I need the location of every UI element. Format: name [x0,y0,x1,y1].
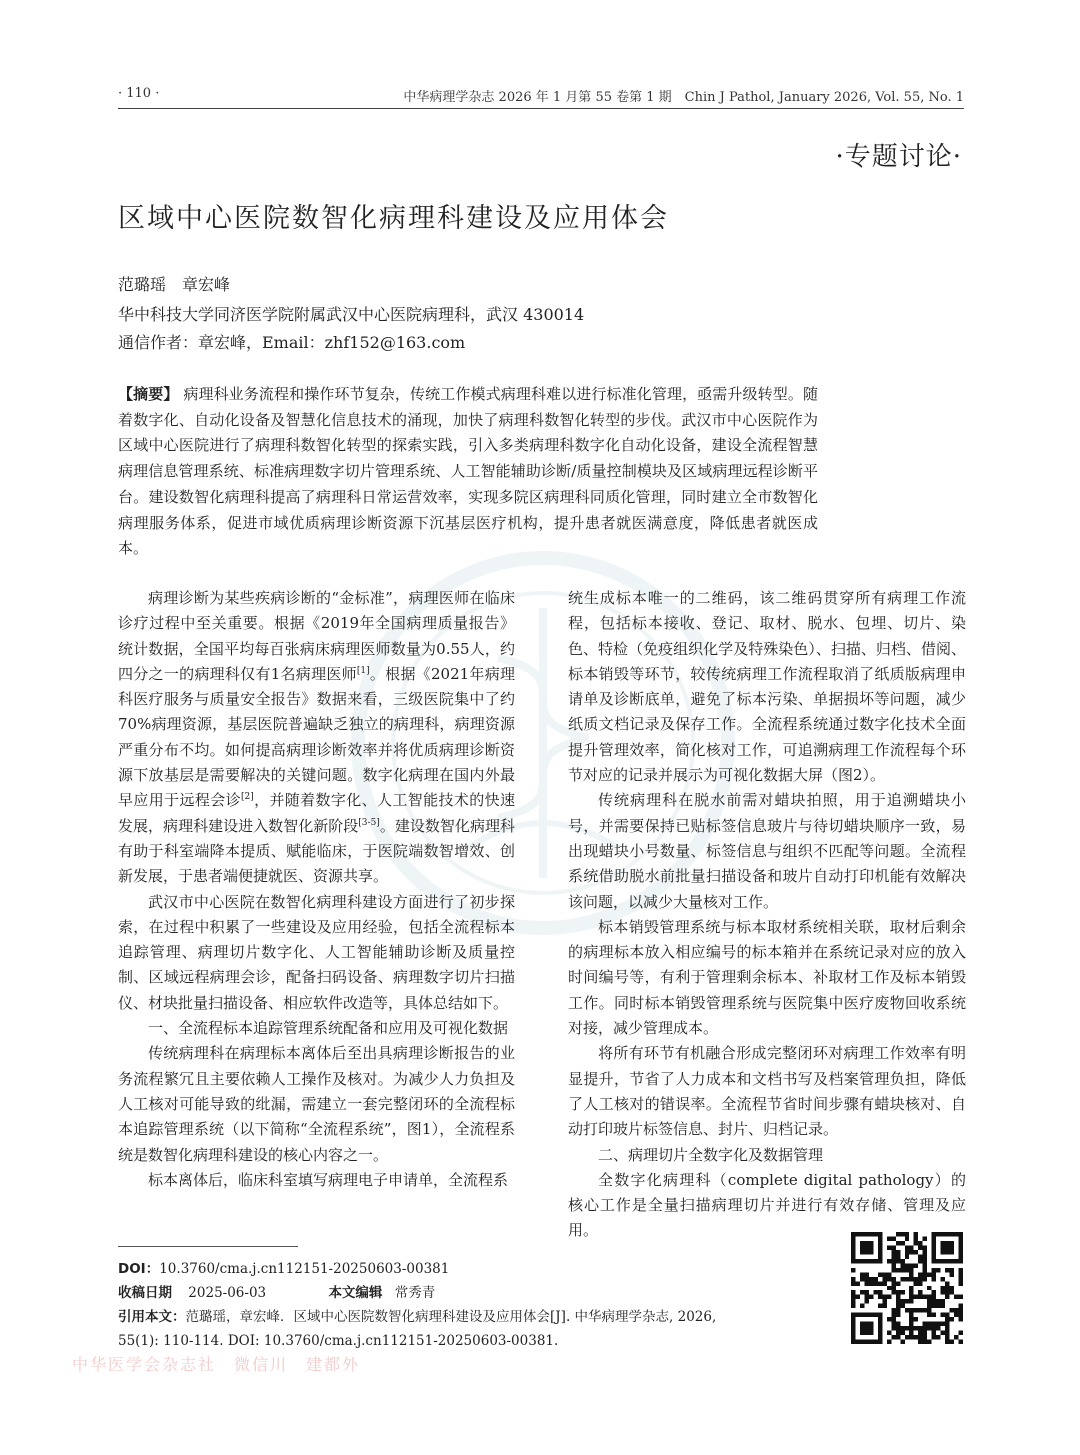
authors: 范璐瑶 章宏峰 [118,275,231,294]
doi-link[interactable]: 10.3760/cma.j.cn112151-20250603-00381 [159,1261,450,1277]
body-column-right [568,586,966,1244]
citation-line-2: 55(1): 110-114. DOI: 10.3760/cma.j.cn112151-20250603-00381. [118,1333,559,1349]
abstract-label: 【摘要】 [118,385,179,403]
publisher-watermark: 中华医学会杂志社 微信川 建都外 [72,1355,361,1374]
citation-line [118,1305,818,1329]
paragraph: 传统病理科在病理标本离体后至出具病理诊断报告的业务流程繁冗且主要依赖人工操作及核对。为减少人力负担及人工核对可能导致的纰漏，需建立一套完整闭环的全流程标本追踪管理系统（以下简称“全流程系统”，图1），全流程系统是数智化病理科建设的核心内容之一。 [118,1044,515,1164]
abstract-text: 病理科业务流程和操作环节复杂，传统工作模式病理科难以进行标准化管理，亟需升级转型。随着数字化、自动化设备及智慧化信息技术的涌现，加快了病理科数智化转型的步伐。武汉市中心医院作为区域中心医院进行了病理科数智化转型的探索实践，引入多类病理科数字化自动化设备，建设全流程智慧病理信息管理系统、标准病理数字切片管理系统、人工智能辅助诊断/质量控制模块及区域病理远程诊断平台。建设数智化病理科提高了病理科日常运营效率，实现多院区病理科同质化管理，同时建立全市数智化病理服务体系，促进市域优质病理诊断资源下沉基层医疗机构，提升患者就医满意度，降低患者就医成本。 [118,385,818,558]
article-footer [118,1257,818,1353]
citation-ref[interactable]: [2] [240,792,254,803]
section-heading: 二、病理切片全数字化及数据管理 [598,1145,824,1164]
citation-ref[interactable]: [1] [356,665,370,676]
article-title: 区域中心医院数智化病理科建设及应用体会 [118,203,669,234]
body-column-left [118,586,515,1193]
paragraph: 标本销毁管理系统与标本取材系统相关联，取材后剩余的病理标本放入相应编号的标本箱并在系统记录对应的放入时间编号等，有利于管理剩余标本、补取材工作及标本销毁工作。同时标本销毁管理系统与医院集中医疗废物回收系统对接，减少管理成本。 [568,917,966,1038]
running-header [118,86,964,108]
paragraph: 传统病理科在脱水前需对蜡块拍照，用于追溯蜡块小号，并需要保持已贴标签信息玻片与待切蜡块顺序一致，易出现蜡块小号数量、标签信息与组织不匹配等问题。全流程系统借助脱水前批量扫描设备和玻片自动打印机能有效解决该问题，以减少大量核对工作。 [568,791,966,911]
section-heading: 一、全流程标本追踪管理系统配备和应用及可视化数据 [148,1019,509,1038]
qr-code-icon[interactable] [851,1232,963,1344]
doi-line [118,1257,818,1281]
paragraph-continued: 统生成标本唯一的二维码，该二维码贯穿所有病理工作流程，包括标本接收、登记、取材、脱水、包埋、切片、染色、特检（免疫组织化学及特殊染色）、扫描、归档、借阅、标本销毁等环节，较传统病理工作流程取消了纸质版病理申请单及诊断底单，避免了标本污染、单据损坏等问题，减少纸质文档记录及保存工作。全流程系统通过数字化技术全面提升管理效率，简化核对工作，可追溯病理工作流程每个环节对应的记录并展示为可视化数据大屏（图2）。 [568,589,966,785]
affiliation: 华中科技大学同济医学院附属武汉中心医院病理科，武汉 430014 [118,305,585,324]
header-rule [118,108,964,109]
corresponding-author: 通信作者：章宏峰，Email：zhf152@163.com [118,333,466,352]
abstract [118,382,818,562]
paragraph: 将所有环节有机融合形成完整闭环对病理工作效率有明显提升，节省了人力成本和文档书写及档案管理负担，降低了人工核对的错误率。全流程节省时间步骤有蜡块核对、自动打印玻片标签信息、封片、归档记录。 [568,1044,966,1139]
editor-name: 常秀青 [394,1285,436,1301]
citation-ref[interactable]: [3-5] [358,817,380,828]
received-line [118,1281,818,1305]
page-number: · 110 · [118,86,160,101]
footnote-rule [118,1246,298,1247]
received-label: 收稿日期 [118,1285,172,1301]
cite-label: 引用本文： [118,1309,186,1325]
paragraph: 全数字化病理科（complete digital pathology）的核心工作是全量扫描病理切片并进行有效存储、管理及应用。 [568,1170,966,1240]
editor-label: 本文编辑 [328,1285,383,1301]
column-tag: ·专题讨论· [835,142,962,172]
paragraph: 病理诊断为某些疾病诊断的“金标准”，病理医师在临床诊疗过程中至关重要。根据《2019年全国病理质量报告》统计数据，全国平均每百张病床病理医师数量为0.55人，约四分之一的病理科仅有1名病理医师[1]。根据《2021年病理科医疗服务与质量安全报告》数据来看，三级医院集中了约70%病理资源，基层医院普遍缺乏独立的病理科，病理资源严重分布不均。如何提高病理诊断效率并将优质病理诊断资源下放基层是需要解决的关键问题。数字化病理在国内外最早应用于远程会诊[2]，并随着数字化、人工智能技术的快速发展，病理科建设进入数智化新阶段[3-5]。建设数智化病理科有助于科室端降本提质、赋能临床，于医院端数智增效、创新发展，于患者端便捷就医、资源共享。 [118,589,515,886]
paragraph: 标本离体后，临床科室填写病理电子申请单，全流程系 [148,1170,509,1189]
cite-text: 范璐瑶，章宏峰．区域中心医院数智化病理科建设及应用体会[J]. 中华病理学杂志, 2026, [185,1309,717,1325]
doi-label: DOI： [118,1261,160,1277]
paragraph: 武汉市中心医院在数智化病理科建设方面进行了初步探索，在过程中积累了一些建设及应用经验，包括全流程标本追踪管理、病理切片数字化、人工智能辅助诊断及质量控制、区域远程病理会诊，配备扫码设备、病理数字切片扫描仪、材块批量扫描设备、相应软件改造等，具体总结如下。 [118,892,515,1012]
journal-citation-line: 中华病理学杂志 2026 年 1 月第 55 卷第 1 期 Chin J Pathol, January 2026, Vol. 55, No. 1 [403,90,964,105]
received-date: 2025-06-03 [188,1285,267,1301]
